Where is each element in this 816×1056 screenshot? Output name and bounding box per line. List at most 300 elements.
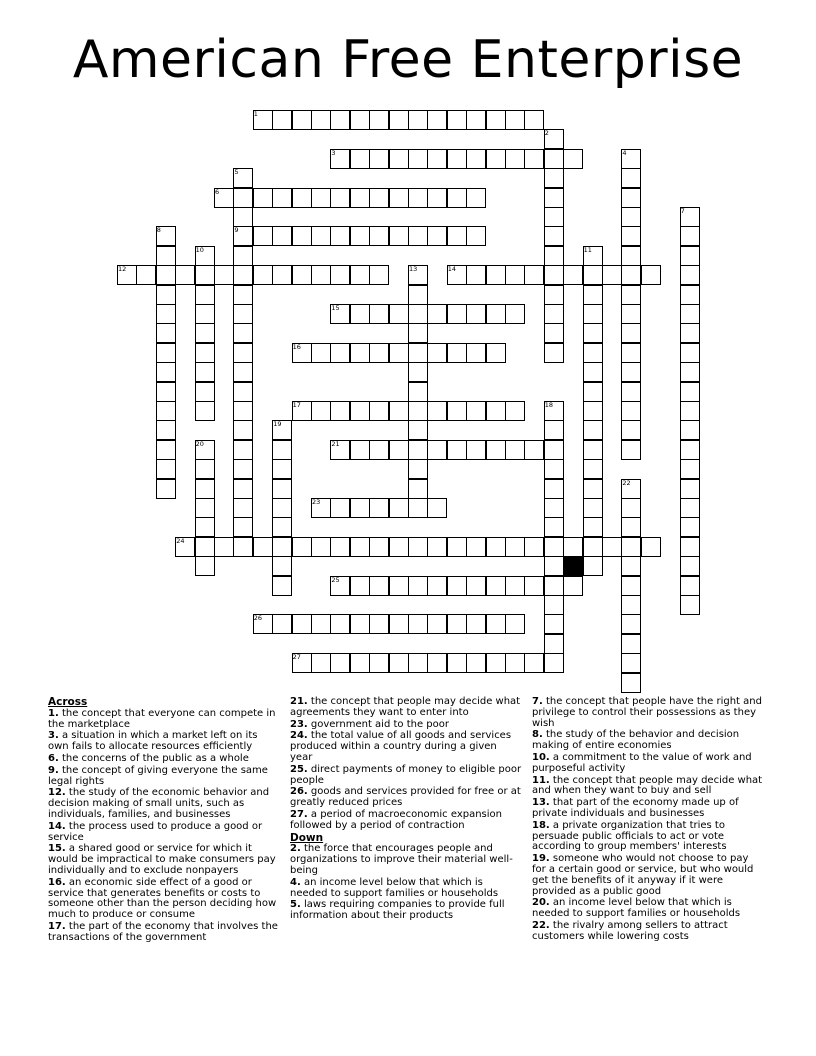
grid-cell[interactable]	[505, 149, 525, 169]
grid-cell[interactable]	[486, 149, 506, 169]
grid-cell[interactable]	[369, 110, 389, 130]
grid-cell[interactable]	[544, 343, 564, 363]
grid-cell[interactable]	[369, 614, 389, 634]
grid-cell[interactable]	[621, 265, 641, 285]
grid-cell[interactable]	[350, 537, 370, 557]
grid-cell[interactable]	[369, 440, 389, 460]
grid-cell[interactable]	[136, 265, 156, 285]
grid-cell[interactable]	[253, 265, 273, 285]
grid-cell[interactable]	[621, 595, 641, 615]
grid-cell[interactable]	[156, 420, 176, 440]
grid-cell[interactable]	[486, 343, 506, 363]
grid-cell[interactable]	[408, 382, 428, 402]
grid-cell[interactable]	[680, 420, 700, 440]
grid-cell[interactable]	[680, 362, 700, 382]
grid-cell[interactable]	[505, 304, 525, 324]
grid-cell[interactable]	[447, 653, 467, 673]
grid-cell[interactable]	[544, 304, 564, 324]
grid-cell[interactable]	[544, 634, 564, 654]
grid-cell[interactable]	[408, 188, 428, 208]
grid-cell[interactable]	[505, 401, 525, 421]
grid-cell[interactable]	[195, 498, 215, 518]
grid-cell[interactable]	[486, 614, 506, 634]
grid-cell[interactable]	[447, 188, 467, 208]
grid-cell[interactable]	[427, 576, 447, 596]
grid-cell[interactable]	[350, 343, 370, 363]
grid-cell[interactable]	[330, 110, 350, 130]
grid-cell[interactable]	[233, 401, 253, 421]
grid-cell[interactable]	[680, 226, 700, 246]
grid-cell[interactable]	[389, 149, 409, 169]
grid-cell[interactable]	[350, 226, 370, 246]
grid-cell[interactable]	[233, 265, 253, 285]
grid-cell[interactable]	[583, 517, 603, 537]
grid-cell[interactable]	[447, 226, 467, 246]
grid-cell[interactable]	[389, 401, 409, 421]
grid-cell[interactable]	[408, 304, 428, 324]
grid-cell[interactable]	[369, 537, 389, 557]
grid-cell[interactable]	[447, 401, 467, 421]
grid-cell[interactable]	[680, 459, 700, 479]
grid-cell[interactable]	[408, 498, 428, 518]
grid-cell[interactable]	[544, 459, 564, 479]
grid-cell[interactable]	[389, 188, 409, 208]
grid-cell[interactable]	[272, 498, 292, 518]
grid-cell[interactable]	[233, 285, 253, 305]
grid-cell[interactable]	[680, 323, 700, 343]
grid-cell[interactable]	[544, 653, 564, 673]
grid-cell[interactable]	[369, 653, 389, 673]
grid-cell[interactable]	[408, 323, 428, 343]
grid-cell[interactable]	[621, 188, 641, 208]
grid-cell[interactable]	[680, 576, 700, 596]
grid-cell[interactable]	[272, 265, 292, 285]
grid-cell[interactable]	[233, 382, 253, 402]
grid-cell[interactable]	[272, 517, 292, 537]
grid-cell[interactable]	[369, 343, 389, 363]
grid-cell[interactable]	[524, 440, 544, 460]
grid-cell[interactable]	[233, 246, 253, 266]
grid-cell[interactable]	[621, 556, 641, 576]
grid-cell[interactable]	[621, 537, 641, 557]
grid-cell[interactable]	[427, 653, 447, 673]
grid-cell[interactable]	[505, 576, 525, 596]
grid-cell[interactable]	[544, 614, 564, 634]
grid-cell[interactable]	[253, 188, 273, 208]
grid-cell[interactable]	[195, 479, 215, 499]
grid-cell[interactable]	[292, 110, 312, 130]
grid-cell[interactable]	[524, 576, 544, 596]
grid-cell[interactable]	[447, 440, 467, 460]
grid-cell[interactable]	[156, 382, 176, 402]
grid-cell[interactable]	[156, 246, 176, 266]
grid-cell[interactable]	[680, 382, 700, 402]
grid-cell[interactable]	[292, 265, 312, 285]
grid-cell[interactable]	[583, 459, 603, 479]
grid-cell[interactable]	[311, 343, 331, 363]
grid-cell[interactable]	[292, 537, 312, 557]
grid-cell[interactable]	[680, 246, 700, 266]
grid-cell[interactable]	[544, 537, 564, 557]
grid-cell[interactable]	[311, 110, 331, 130]
grid-cell[interactable]	[680, 401, 700, 421]
grid-cell[interactable]	[330, 614, 350, 634]
grid-cell[interactable]	[680, 595, 700, 615]
grid-cell[interactable]	[350, 498, 370, 518]
grid-cell[interactable]	[175, 265, 195, 285]
grid-cell[interactable]	[311, 265, 331, 285]
grid-cell[interactable]	[583, 440, 603, 460]
grid-cell[interactable]	[389, 440, 409, 460]
grid-cell[interactable]	[524, 265, 544, 285]
grid-cell[interactable]	[621, 517, 641, 537]
grid-cell[interactable]	[680, 304, 700, 324]
grid-cell[interactable]	[389, 576, 409, 596]
grid-cell[interactable]	[350, 401, 370, 421]
grid-cell[interactable]	[544, 265, 564, 285]
grid-cell[interactable]	[583, 556, 603, 576]
grid-cell[interactable]	[272, 459, 292, 479]
grid-cell[interactable]	[272, 110, 292, 130]
grid-cell[interactable]	[466, 110, 486, 130]
grid-cell[interactable]	[505, 265, 525, 285]
grid-cell[interactable]	[156, 459, 176, 479]
grid-cell[interactable]	[427, 343, 447, 363]
grid-cell[interactable]	[292, 226, 312, 246]
grid-cell[interactable]	[195, 556, 215, 576]
grid-cell[interactable]	[389, 614, 409, 634]
grid-cell[interactable]	[544, 420, 564, 440]
grid-cell[interactable]	[253, 226, 273, 246]
grid-cell[interactable]	[389, 537, 409, 557]
grid-cell[interactable]	[544, 517, 564, 537]
grid-cell[interactable]	[272, 576, 292, 596]
grid-cell[interactable]	[583, 304, 603, 324]
grid-cell[interactable]	[583, 343, 603, 363]
grid-cell[interactable]	[486, 265, 506, 285]
grid-cell[interactable]	[486, 576, 506, 596]
grid-cell[interactable]	[408, 110, 428, 130]
grid-cell[interactable]	[233, 498, 253, 518]
grid-cell[interactable]	[233, 440, 253, 460]
grid-cell[interactable]	[389, 653, 409, 673]
grid-cell[interactable]	[272, 479, 292, 499]
grid-cell[interactable]	[389, 304, 409, 324]
grid-cell[interactable]	[621, 420, 641, 440]
grid-cell[interactable]	[156, 479, 176, 499]
grid-cell[interactable]	[486, 440, 506, 460]
grid-cell[interactable]	[408, 226, 428, 246]
grid-cell[interactable]	[233, 207, 253, 227]
grid-cell[interactable]	[544, 595, 564, 615]
grid-cell[interactable]	[311, 188, 331, 208]
grid-cell[interactable]	[466, 440, 486, 460]
grid-cell[interactable]	[292, 614, 312, 634]
grid-cell[interactable]	[466, 265, 486, 285]
grid-cell[interactable]	[544, 576, 564, 596]
grid-cell[interactable]	[311, 614, 331, 634]
grid-cell[interactable]	[486, 304, 506, 324]
grid-cell[interactable]	[408, 401, 428, 421]
grid-cell[interactable]	[505, 614, 525, 634]
grid-cell[interactable]	[195, 537, 215, 557]
grid-cell[interactable]	[544, 149, 564, 169]
grid-cell[interactable]	[369, 188, 389, 208]
grid-cell[interactable]	[621, 440, 641, 460]
grid-cell[interactable]	[447, 614, 467, 634]
grid-cell[interactable]	[466, 653, 486, 673]
grid-cell[interactable]	[641, 537, 661, 557]
grid-cell[interactable]	[233, 343, 253, 363]
grid-cell[interactable]	[272, 537, 292, 557]
grid-cell[interactable]	[369, 576, 389, 596]
grid-cell[interactable]	[583, 479, 603, 499]
grid-cell[interactable]	[427, 440, 447, 460]
grid-cell[interactable]	[369, 265, 389, 285]
grid-cell[interactable]	[350, 614, 370, 634]
grid-cell[interactable]	[195, 401, 215, 421]
grid-cell[interactable]	[544, 479, 564, 499]
grid-cell[interactable]	[427, 401, 447, 421]
grid-cell[interactable]	[680, 440, 700, 460]
grid-cell[interactable]	[563, 265, 583, 285]
grid-cell[interactable]	[233, 188, 253, 208]
grid-cell[interactable]	[369, 149, 389, 169]
grid-cell[interactable]	[621, 653, 641, 673]
grid-cell[interactable]	[621, 226, 641, 246]
grid-cell[interactable]	[486, 653, 506, 673]
grid-cell[interactable]	[544, 207, 564, 227]
grid-cell[interactable]	[583, 285, 603, 305]
grid-cell[interactable]	[389, 343, 409, 363]
grid-cell[interactable]	[369, 498, 389, 518]
grid-cell[interactable]	[544, 168, 564, 188]
grid-cell[interactable]	[214, 537, 234, 557]
grid-cell[interactable]	[330, 188, 350, 208]
grid-cell[interactable]	[544, 440, 564, 460]
grid-cell[interactable]	[583, 265, 603, 285]
grid-cell[interactable]	[214, 265, 234, 285]
grid-cell[interactable]	[466, 226, 486, 246]
grid-cell[interactable]	[544, 556, 564, 576]
grid-cell[interactable]	[505, 110, 525, 130]
grid-cell[interactable]	[156, 401, 176, 421]
grid-cell[interactable]	[156, 285, 176, 305]
grid-cell[interactable]	[195, 323, 215, 343]
grid-cell[interactable]	[621, 614, 641, 634]
grid-cell[interactable]	[408, 537, 428, 557]
grid-cell[interactable]	[195, 285, 215, 305]
grid-cell[interactable]	[583, 362, 603, 382]
grid-cell[interactable]	[272, 226, 292, 246]
grid-cell[interactable]	[233, 362, 253, 382]
grid-cell[interactable]	[680, 479, 700, 499]
grid-cell[interactable]	[544, 226, 564, 246]
grid-cell[interactable]	[447, 149, 467, 169]
grid-cell[interactable]	[621, 498, 641, 518]
grid-cell[interactable]	[408, 479, 428, 499]
grid-cell[interactable]	[408, 440, 428, 460]
grid-cell[interactable]	[408, 653, 428, 673]
grid-cell[interactable]	[583, 401, 603, 421]
grid-cell[interactable]	[427, 498, 447, 518]
grid-cell[interactable]	[680, 517, 700, 537]
grid-cell[interactable]	[350, 304, 370, 324]
grid-cell[interactable]	[563, 149, 583, 169]
grid-cell[interactable]	[427, 188, 447, 208]
grid-cell[interactable]	[621, 323, 641, 343]
grid-cell[interactable]	[544, 246, 564, 266]
grid-cell[interactable]	[621, 362, 641, 382]
grid-cell[interactable]	[272, 614, 292, 634]
grid-cell[interactable]	[505, 440, 525, 460]
grid-cell[interactable]	[408, 343, 428, 363]
grid-cell[interactable]	[466, 188, 486, 208]
grid-cell[interactable]	[486, 537, 506, 557]
grid-cell[interactable]	[447, 537, 467, 557]
grid-cell[interactable]	[466, 576, 486, 596]
grid-cell[interactable]	[330, 343, 350, 363]
grid-cell[interactable]	[583, 498, 603, 518]
grid-cell[interactable]	[369, 401, 389, 421]
grid-cell[interactable]	[447, 343, 467, 363]
grid-cell[interactable]	[427, 614, 447, 634]
grid-cell[interactable]	[330, 653, 350, 673]
grid-cell[interactable]	[621, 285, 641, 305]
grid-cell[interactable]	[524, 110, 544, 130]
grid-cell[interactable]	[621, 207, 641, 227]
grid-cell[interactable]	[680, 285, 700, 305]
grid-cell[interactable]	[524, 149, 544, 169]
grid-cell[interactable]	[330, 537, 350, 557]
grid-cell[interactable]	[156, 323, 176, 343]
grid-cell[interactable]	[524, 537, 544, 557]
grid-cell[interactable]	[350, 576, 370, 596]
grid-cell[interactable]	[486, 401, 506, 421]
grid-cell[interactable]	[602, 537, 622, 557]
grid-cell[interactable]	[233, 537, 253, 557]
grid-cell[interactable]	[602, 265, 622, 285]
grid-cell[interactable]	[350, 188, 370, 208]
grid-cell[interactable]	[195, 343, 215, 363]
grid-cell[interactable]	[408, 576, 428, 596]
grid-cell[interactable]	[427, 226, 447, 246]
grid-cell[interactable]	[524, 653, 544, 673]
grid-cell[interactable]	[195, 304, 215, 324]
grid-cell[interactable]	[583, 537, 603, 557]
grid-cell[interactable]	[408, 420, 428, 440]
grid-cell[interactable]	[233, 479, 253, 499]
grid-cell[interactable]	[311, 537, 331, 557]
grid-cell[interactable]	[350, 653, 370, 673]
grid-cell[interactable]	[621, 673, 641, 693]
grid-cell[interactable]	[466, 401, 486, 421]
grid-cell[interactable]	[544, 285, 564, 305]
grid-cell[interactable]	[272, 556, 292, 576]
grid-cell[interactable]	[311, 653, 331, 673]
grid-cell[interactable]	[195, 382, 215, 402]
grid-cell[interactable]	[621, 246, 641, 266]
grid-cell[interactable]	[427, 149, 447, 169]
grid-cell[interactable]	[427, 304, 447, 324]
grid-cell[interactable]	[195, 362, 215, 382]
grid-cell[interactable]	[408, 614, 428, 634]
grid-cell[interactable]	[330, 226, 350, 246]
grid-cell[interactable]	[233, 459, 253, 479]
grid-cell[interactable]	[408, 459, 428, 479]
grid-cell[interactable]	[447, 304, 467, 324]
grid-cell[interactable]	[233, 517, 253, 537]
grid-cell[interactable]	[621, 168, 641, 188]
grid-cell[interactable]	[156, 440, 176, 460]
grid-cell[interactable]	[466, 614, 486, 634]
grid-cell[interactable]	[544, 323, 564, 343]
grid-cell[interactable]	[680, 556, 700, 576]
grid-cell[interactable]	[563, 537, 583, 557]
grid-cell[interactable]	[195, 517, 215, 537]
grid-cell[interactable]	[486, 110, 506, 130]
grid-cell[interactable]	[253, 537, 273, 557]
grid-cell[interactable]	[156, 304, 176, 324]
grid-cell[interactable]	[680, 265, 700, 285]
grid-cell[interactable]	[389, 498, 409, 518]
grid-cell[interactable]	[350, 265, 370, 285]
grid-cell[interactable]	[641, 265, 661, 285]
grid-cell[interactable]	[621, 401, 641, 421]
grid-cell[interactable]	[621, 382, 641, 402]
grid-cell[interactable]	[583, 420, 603, 440]
grid-cell[interactable]	[466, 343, 486, 363]
grid-cell[interactable]	[369, 304, 389, 324]
grid-cell[interactable]	[583, 323, 603, 343]
grid-cell[interactable]	[408, 362, 428, 382]
grid-cell[interactable]	[311, 401, 331, 421]
grid-cell[interactable]	[156, 265, 176, 285]
grid-cell[interactable]	[408, 285, 428, 305]
grid-cell[interactable]	[621, 343, 641, 363]
grid-cell[interactable]	[272, 188, 292, 208]
grid-cell[interactable]	[466, 537, 486, 557]
grid-cell[interactable]	[505, 653, 525, 673]
grid-cell[interactable]	[330, 401, 350, 421]
grid-cell[interactable]	[621, 634, 641, 654]
grid-cell[interactable]	[544, 498, 564, 518]
grid-cell[interactable]	[447, 110, 467, 130]
grid-cell[interactable]	[272, 440, 292, 460]
grid-cell[interactable]	[466, 149, 486, 169]
grid-cell[interactable]	[621, 304, 641, 324]
grid-cell[interactable]	[195, 265, 215, 285]
grid-cell[interactable]	[680, 537, 700, 557]
grid-cell[interactable]	[621, 576, 641, 596]
grid-cell[interactable]	[680, 343, 700, 363]
grid-cell[interactable]	[195, 459, 215, 479]
grid-cell[interactable]	[466, 304, 486, 324]
grid-cell[interactable]	[292, 188, 312, 208]
grid-cell[interactable]	[505, 537, 525, 557]
grid-cell[interactable]	[233, 323, 253, 343]
grid-cell[interactable]	[427, 110, 447, 130]
grid-cell[interactable]	[350, 110, 370, 130]
grid-cell[interactable]	[583, 382, 603, 402]
grid-cell[interactable]	[330, 498, 350, 518]
grid-cell[interactable]	[680, 498, 700, 518]
grid-cell[interactable]	[447, 576, 467, 596]
grid-cell[interactable]	[369, 226, 389, 246]
grid-cell[interactable]	[389, 110, 409, 130]
grid-cell[interactable]	[544, 188, 564, 208]
grid-cell[interactable]	[350, 440, 370, 460]
